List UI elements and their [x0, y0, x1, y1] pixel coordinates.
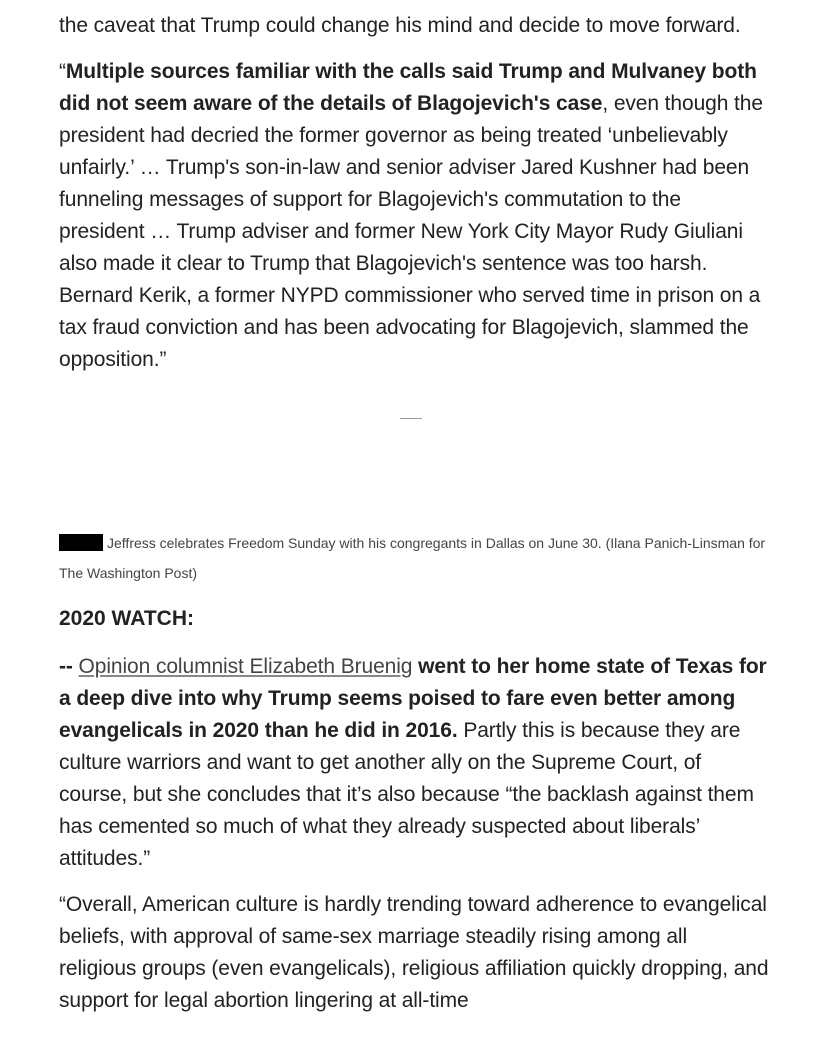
open-quote: “	[59, 60, 66, 83]
caption-text: Jeffress celebrates Freedom Sunday with his congregants in Dallas on June 30. (Ilana Panich-Linsman for The Washington Post)	[59, 535, 766, 581]
article-body	[59, 10, 769, 1031]
paragraph-culture-quote	[59, 889, 769, 1017]
bold-lead: went to her home state of Texas for a deep dive into why Trump seems poised to fare even better among evangelicals in 2020 than he did in 2016.	[59, 655, 767, 742]
paragraph-text: Partly this is because they are culture warriors and want to get another ally on the Supreme Court, of course, but she concludes that it’s also because “the backlash against them has cemented so much of what they already suspected about liberals’ attitudes.”	[59, 719, 754, 870]
bruenig-column-link[interactable]: Opinion columnist Elizabeth Bruenig	[78, 655, 413, 678]
section-divider	[400, 418, 422, 419]
redacted-block	[59, 534, 103, 551]
paragraph-bruenig	[59, 651, 769, 875]
paragraph-text: the caveat that Trump could change his mind and decide to move forward.	[59, 14, 741, 37]
bold-lead: Multiple sources familiar with the calls said Trump and Mulvaney both did not seem aware of the details of Blagojevich's case	[59, 60, 757, 115]
photo-caption	[59, 528, 769, 588]
lead-dashes: --	[59, 655, 79, 678]
paragraph-quote-sources	[59, 56, 769, 376]
paragraph-caveat	[59, 10, 769, 42]
paragraph-text: “Overall, American culture is hardly trending toward adherence to evangelical beliefs, with approval of same-sex marriage steadily rising among all religious groups (even evangelicals), religious affiliation quickly dropping, and support for legal abortion lingering at all-time	[59, 893, 769, 1012]
paragraph-text: , even though the president had decried the former governor as being treated ‘unbelievably unfairly.’ … Trump's son-in-law and senior adviser Jared Kushner had been funneling messages of support for Blagojevich's commutation to the president … Trump adviser and former New York City Mayor Rudy Giuliani also made it clear to Trump that Blagojevich's sentence was too harsh. Bernard Kerik, a former NYPD commissioner who served time in prison on a tax fraud conviction and has been advocating for Blagojevich, slammed the opposition.”	[59, 92, 763, 371]
section-heading: 2020 WATCH:	[59, 607, 194, 630]
